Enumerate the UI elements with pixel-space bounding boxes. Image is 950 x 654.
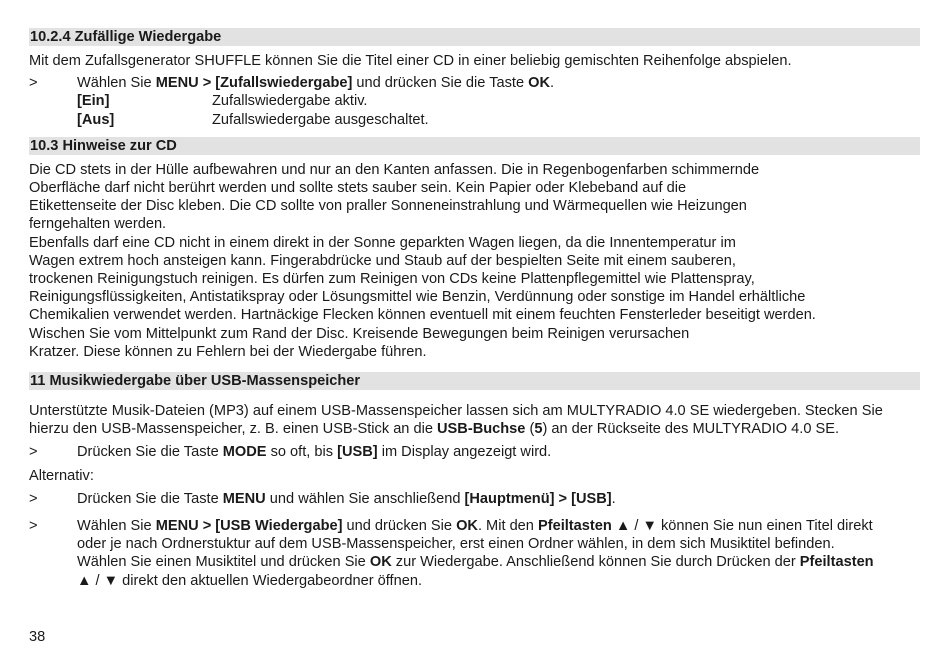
- step-marker: >: [29, 490, 38, 507]
- option-row: [29, 92, 920, 110]
- key-mode: MODE: [222, 444, 267, 461]
- option-row: [29, 111, 920, 129]
- text-run: (: [525, 421, 535, 438]
- usb-socket-label: USB-Buchse: [437, 421, 526, 438]
- instruction-step: [29, 74, 920, 92]
- key-menu: MENU: [222, 490, 266, 507]
- section-heading-random-playback: 10.2.4 Zufällige Wiedergabe: [29, 28, 920, 46]
- alternative-label: Alternativ:: [29, 467, 94, 484]
- step-marker: >: [29, 518, 38, 535]
- step-line: oder je nach Ordnerstuktur auf dem USB-Massenspeicher, erst einen Ordner wählen, in dem sich Musiktitel befinden.: [77, 536, 835, 553]
- paragraph-line: Kratzer. Diese können zu Fehlern bei der Wiedergabe führen.: [29, 343, 427, 360]
- arrow-keys-label: Pfeiltasten: [799, 554, 874, 571]
- step-text: .: [550, 75, 555, 92]
- manual-page: [29, 28, 920, 590]
- step-text: Wählen Sie: [77, 518, 156, 535]
- option-desc: Zufallswiedergabe ausgeschaltet.: [212, 111, 429, 128]
- step-marker: >: [29, 75, 38, 92]
- paragraph-line: Wischen Sie vom Mittelpunkt zum Rand der Disc. Kreisende Bewegungen beim Reinigen verursachen: [29, 325, 690, 342]
- paragraph-line: trockenen Reinigungstuch reinigen. Es dürfen zum Reinigen von CDs keine Plattenpflegemittel wie Plattenspray,: [29, 271, 755, 288]
- instruction-step: [29, 490, 920, 508]
- instruction-step: [29, 517, 920, 590]
- menu-path: MENU > [Zufallswiedergabe]: [155, 75, 353, 92]
- step-text: zur Wiedergabe. Anschließend können Sie durch Drücken der: [391, 554, 800, 571]
- option-desc: Zufallswiedergabe aktiv.: [212, 93, 368, 110]
- key-ok: OK: [456, 518, 478, 535]
- step-text: Drücken Sie die Taste: [77, 444, 223, 461]
- step-text: Wählen Sie einen Musiktitel und drücken Sie: [77, 554, 370, 571]
- key-ok: OK: [528, 75, 551, 92]
- step-text: und drücken Sie die Taste: [352, 75, 529, 92]
- paragraph-line: Ebenfalls darf eine CD nicht in einem direkt in der Sonne geparkten Wagen liegen, da die Innentemperatur im: [29, 234, 736, 251]
- paragraph-line: Chemikalien verwendet werden. Hartnäckige Flecken können eventuell mit einem feuchten Fensterleder beseitigt werden.: [29, 307, 816, 324]
- step-text: so oft, bis: [266, 444, 338, 461]
- option-key: [Ein]: [77, 93, 110, 110]
- step-marker: >: [29, 444, 38, 461]
- page-number: 38: [29, 629, 46, 645]
- display-usb: [USB]: [337, 444, 378, 461]
- text-run: ) an der Rückseite des MULTYRADIO 4.0 SE.: [542, 421, 840, 438]
- step-text: . Mit den: [477, 518, 538, 535]
- menu-path: MENU > [USB Wiedergabe]: [155, 518, 343, 535]
- cd-notes-paragraph: [29, 161, 920, 361]
- paragraph-line: Etikettenseite der Disc kleben. Die CD sollte von praller Sonneneinstrahlung und Wärmequellen wie Heizungen: [29, 198, 747, 215]
- text-run: hierzu den USB-Massenspeicher, z. B. einen USB-Stick an die: [29, 421, 438, 438]
- arrow-keys-label: Pfeiltasten: [537, 518, 612, 535]
- section-heading-usb-playback: 11 Musikwiedergabe über USB-Massenspeicher: [29, 372, 920, 390]
- paragraph-line: Unterstützte Musik-Dateien (MP3) auf einem USB-Massenspeicher lassen sich am MULTYRADIO 4.0 SE wiedergeben. Stecken Sie: [29, 403, 883, 420]
- step-text: Drücken Sie die Taste: [77, 490, 223, 507]
- instruction-step: [29, 443, 920, 461]
- menu-path: [Hauptmenü] > [USB]: [464, 490, 612, 507]
- paragraph-line: Reinigungsflüssigkeiten, Antistatikspray oder Lösungsmittel wie Benzin, Verdünnung oder sonstige im Handel erhältliche: [29, 289, 806, 306]
- section-heading-cd-notes: 10.3 Hinweise zur CD: [29, 137, 920, 155]
- paragraph-line: Die CD stets in der Hülle aufbewahren und nur an den Kanten anfassen. Die in Regenbogenfarben schimmernde: [29, 161, 760, 178]
- intro-paragraph: Mit dem Zufallsgenerator SHUFFLE können Sie die Titel einer CD in einer beliebig gemischten Reihenfolge abspielen.: [29, 53, 792, 69]
- step-line: [77, 553, 920, 571]
- paragraph-line: Oberfläche darf nicht berührt werden und sollte stets sauber sein. Kein Papier oder Klebeband auf die: [29, 180, 687, 197]
- key-ok: OK: [369, 554, 392, 571]
- socket-number: 5: [534, 421, 543, 438]
- step-text: im Display angezeigt wird.: [377, 444, 552, 461]
- paragraph-line: Wagen extrem hoch ansteigen kann. Fingerabdrücke und Staub auf der bespielten Seite mit einem sauberen,: [29, 252, 736, 269]
- step-text: und wählen Sie anschließend: [265, 490, 465, 507]
- step-line: [77, 517, 920, 535]
- paragraph-line: [29, 420, 920, 438]
- step-text: ▲ / ▼ können Sie nun einen Titel direkt: [611, 518, 873, 535]
- usb-intro-paragraph: [29, 402, 920, 438]
- step-text: und drücken Sie: [342, 518, 457, 535]
- step-line: ▲ / ▼ direkt den aktuellen Wiedergabeordner öffnen.: [77, 572, 423, 589]
- step-text: .: [611, 490, 616, 507]
- paragraph-line: ferngehalten werden.: [29, 216, 167, 233]
- step-text: Wählen Sie: [77, 75, 156, 92]
- option-key: [Aus]: [77, 111, 115, 128]
